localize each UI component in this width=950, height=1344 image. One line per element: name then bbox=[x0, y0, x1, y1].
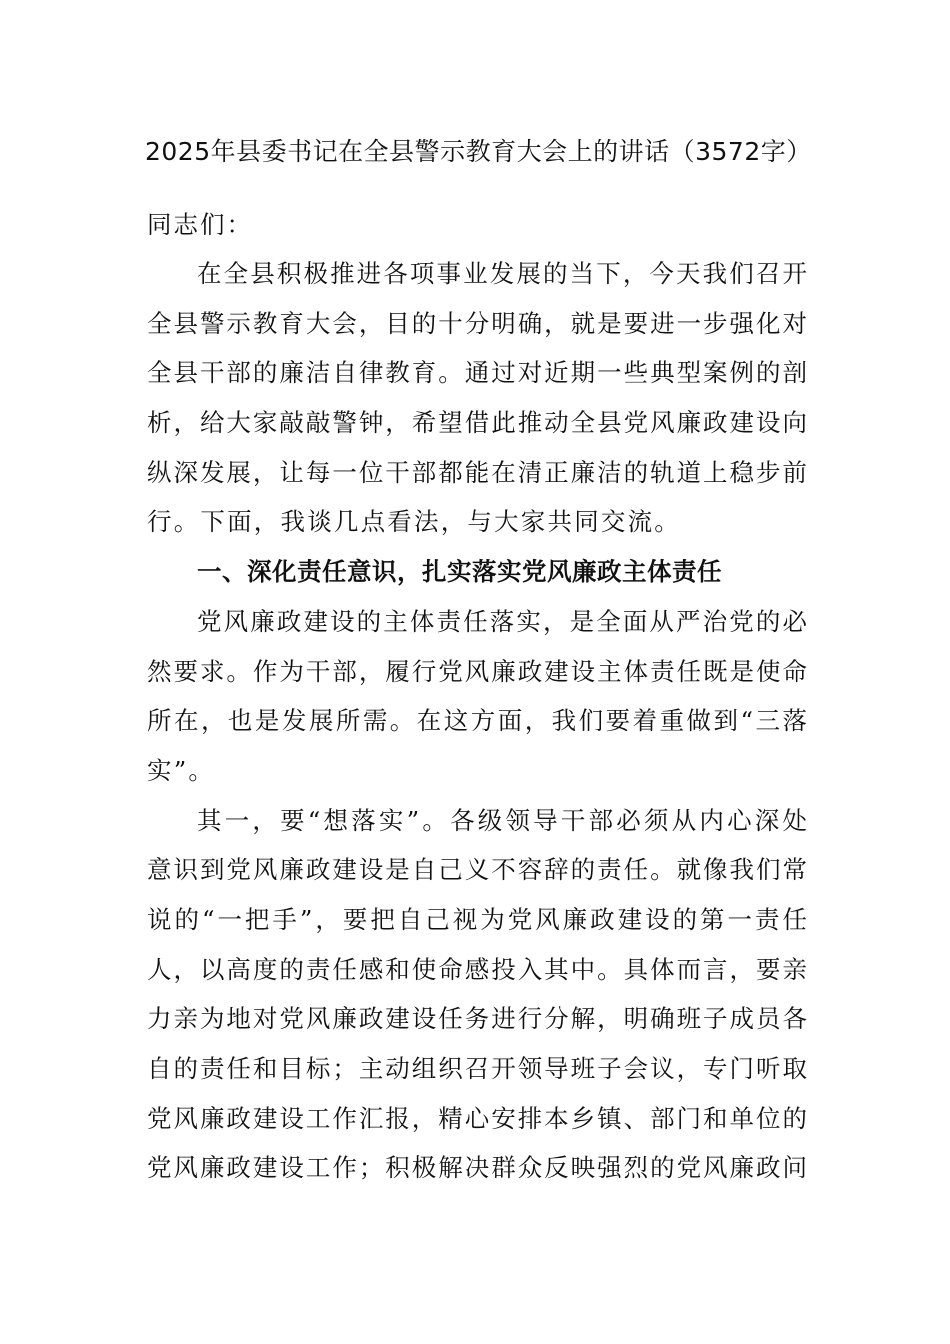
text-line: 在全县积极推进各项事业发展的当下，今天我们召开 bbox=[197, 259, 807, 288]
paragraph-intro bbox=[147, 249, 807, 547]
document-title: 2025年县委书记在全县警示教育大会上的讲话（3572字） bbox=[145, 137, 812, 166]
text-line: 人，以高度的责任感和使命感投入其中。具体而言，要亲 bbox=[147, 954, 807, 984]
text-line: 党风廉政建设工作；积极解决群众反映强烈的党风廉政问 bbox=[147, 1153, 807, 1183]
text-line: 说的“一把手”，要把自己视为党风廉政建设的第一责任 bbox=[147, 904, 807, 934]
text-line: 党风廉政建设的主体责任落实，是全面从严治党的必 bbox=[197, 606, 807, 636]
text-line: 行。下面，我谈几点看法，与大家共同交流。 bbox=[147, 507, 681, 537]
text-line: 党风廉政建设工作汇报，精心安排本乡镇、部门和单位的 bbox=[147, 1103, 807, 1133]
text-line: 所在，也是发展所需。在这方面，我们要着重做到“三落 bbox=[147, 706, 807, 736]
text-line: 实”。 bbox=[147, 755, 216, 785]
text-line: 析，给大家敲敲警钟，希望借此推动全县党风廉政建设向 bbox=[147, 408, 807, 438]
text-line: 纵深发展，让每一位干部都能在清正廉洁的轨道上稳步前 bbox=[147, 457, 807, 487]
text-line: 全县警示教育大会，目的十分明确，就是要进一步强化对 bbox=[147, 308, 807, 338]
text-line: 力亲为地对党风廉政建设任务进行分解，明确班子成员各 bbox=[147, 1004, 807, 1034]
document-body bbox=[147, 200, 807, 1193]
text-line: 全县干部的廉洁自律教育。通过对近期一些典型案例的剖 bbox=[147, 358, 807, 388]
text-line: 自的责任和目标；主动组织召开领导班子会议，专门听取 bbox=[147, 1054, 807, 1083]
section-heading: 一、深化责任意识，扎实落实党风廉政主体责任 bbox=[197, 557, 722, 587]
salutation: 同志们： bbox=[147, 210, 253, 239]
paragraph-responsibility bbox=[147, 597, 807, 796]
text-line: 其一，要“想落实”。各级领导干部必须从内心深处 bbox=[197, 805, 807, 835]
paragraph-first-point bbox=[147, 796, 807, 1194]
text-line: 然要求。作为干部，履行党风廉政建设主体责任既是使命 bbox=[147, 656, 807, 686]
text-line: 意识到党风廉政建设是自己义不容辞的责任。就像我们常 bbox=[147, 855, 807, 885]
